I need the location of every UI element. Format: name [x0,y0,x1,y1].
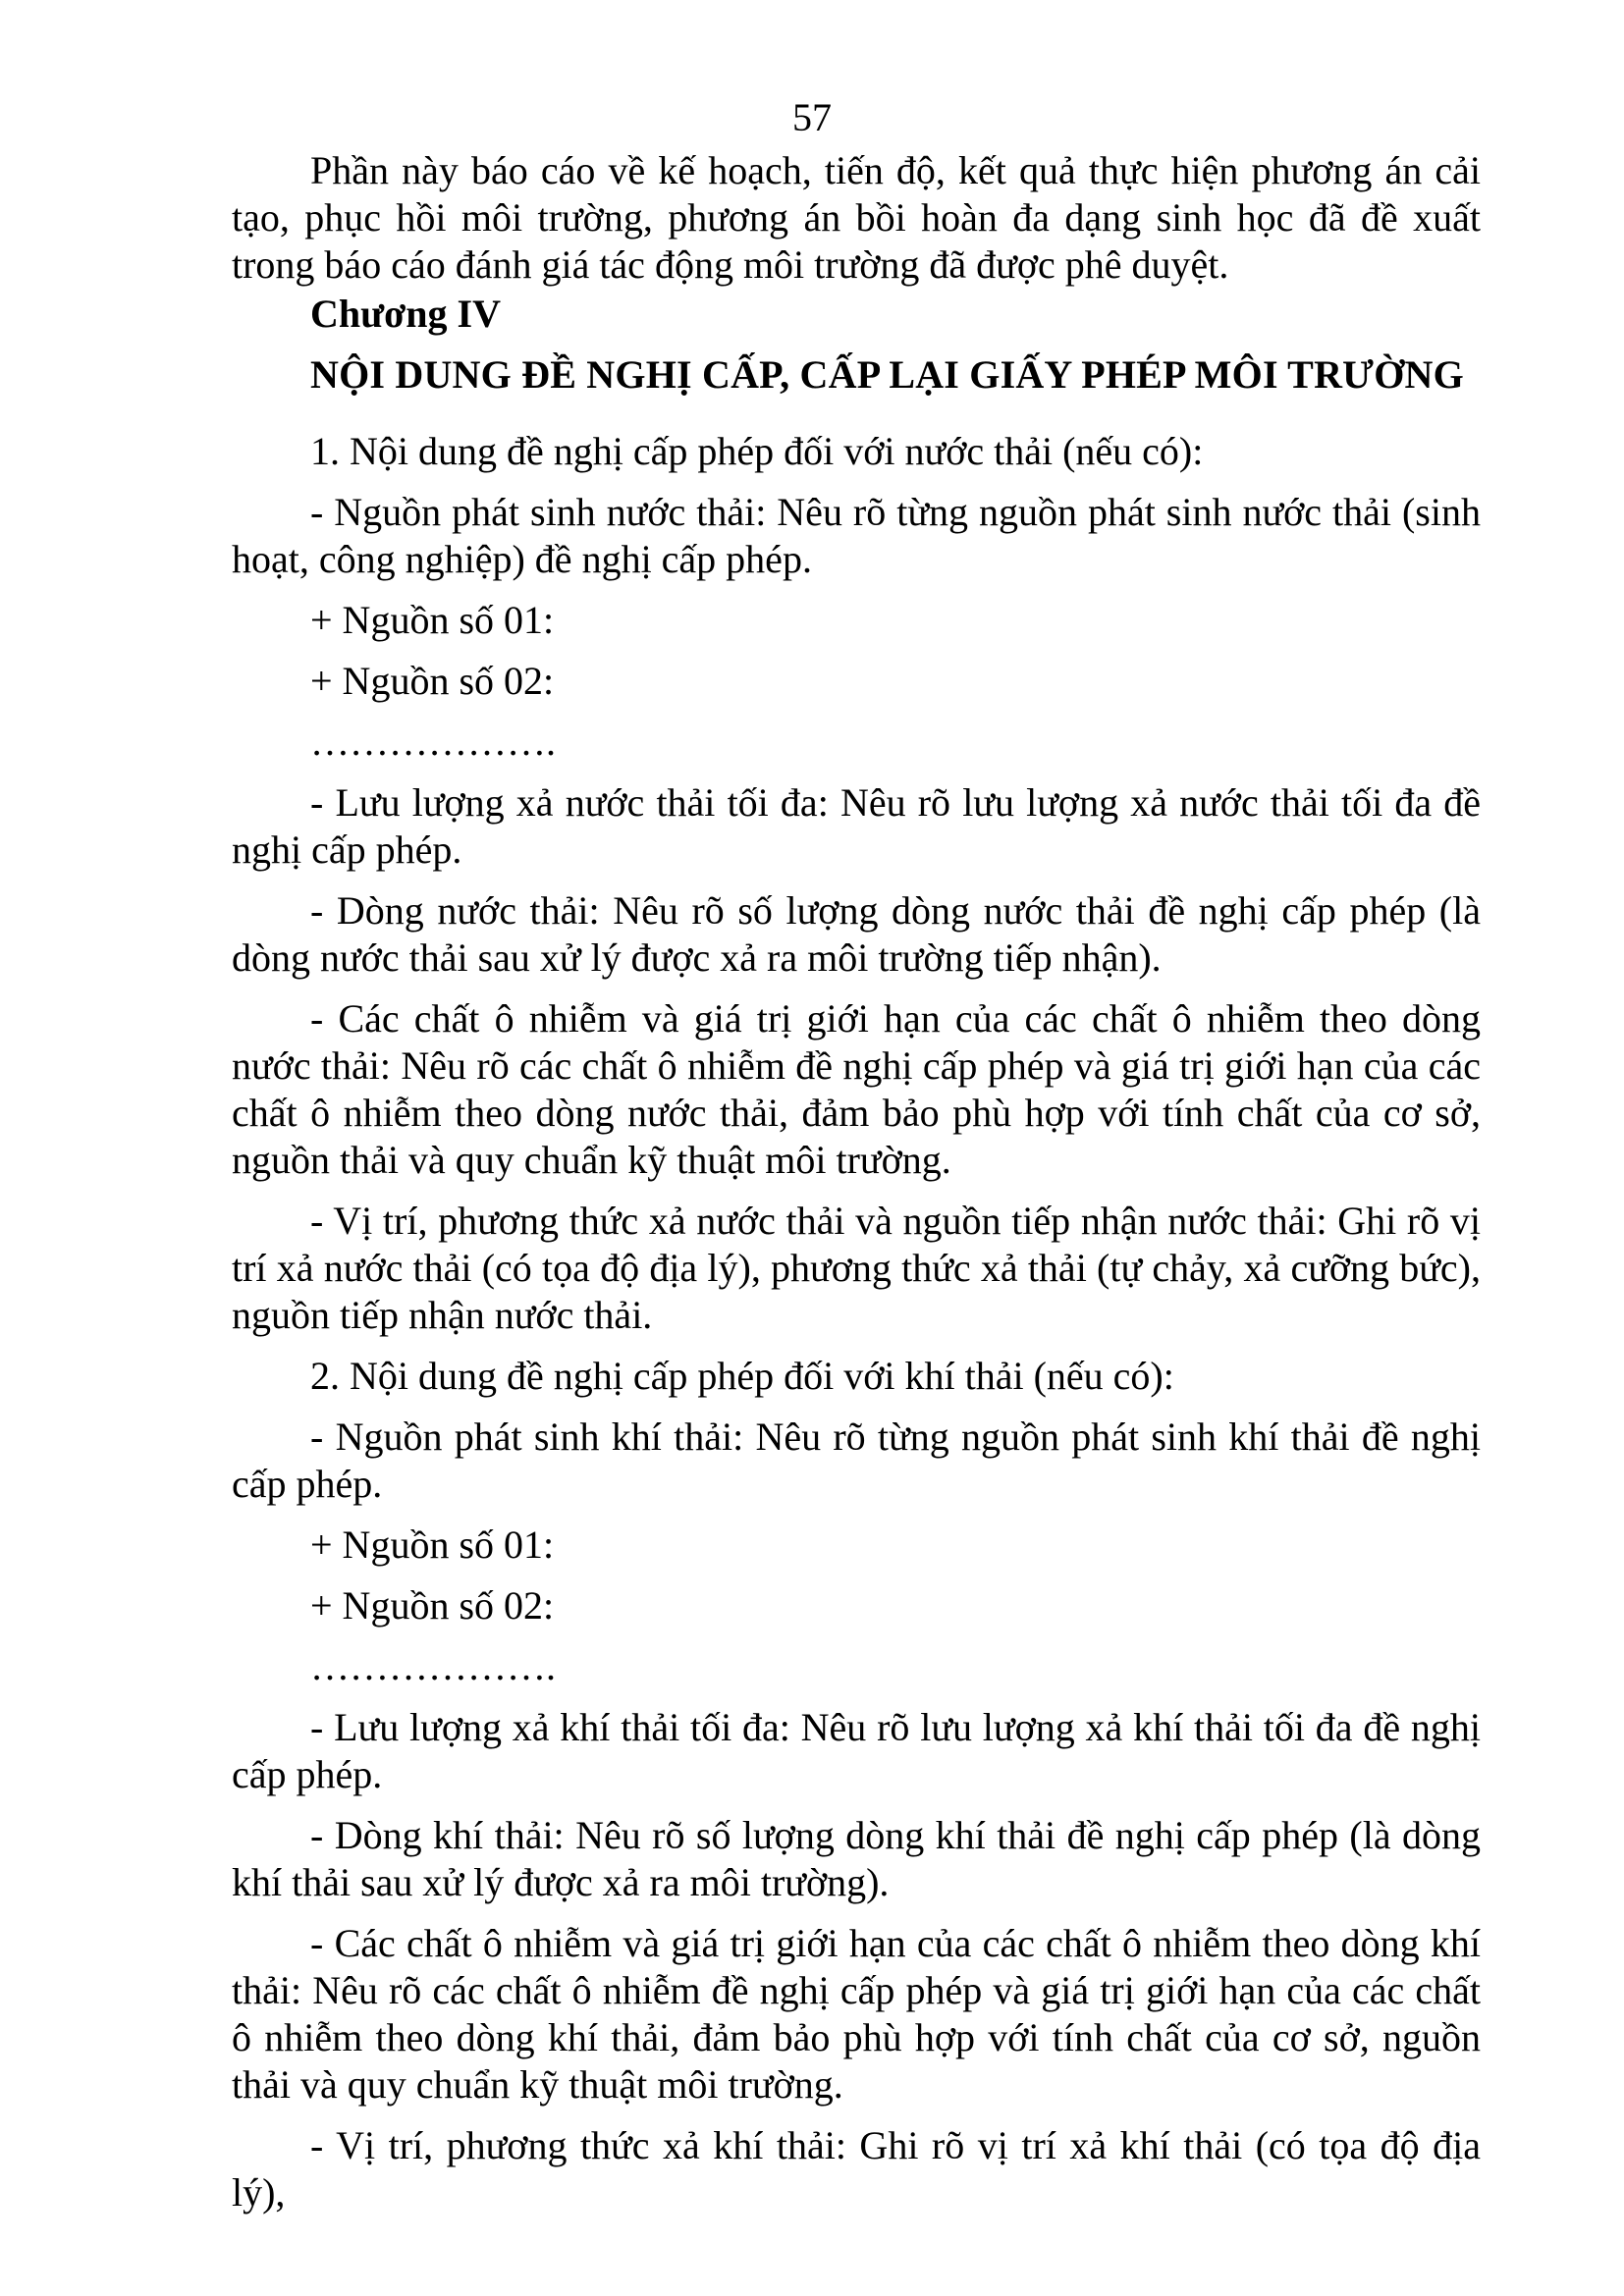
paragraph-air-source: - Nguồn phát sinh khí thải: Nêu rõ từng nguồn phát sinh khí thải đề nghị cấp phép. [232,1415,1481,1506]
list-item: + Nguồn số 01: [310,598,555,642]
list-item: + Nguồn số 02: [310,659,555,703]
paragraph-water-pollutants: - Các chất ô nhiễm và giá trị giới hạn của các chất ô nhiễm theo dòng nước thải: Nêu rõ các chất ô nhiễm đề nghị cấp phép và giá trị giới hạn của các chất ô nhiễm theo dòng nước thải, đảm bảo phù hợp với tính chất của cơ sở, nguồn thải và quy chuẩn kỹ thuật môi trường. [232,996,1481,1182]
intro-paragraph: Phần này báo cáo về kế hoạch, tiến độ, kết quả thực hiện phương án cải tạo, phục hồi môi trường, phương án bồi hoàn đa dạng sinh học đã đề xuất trong báo cáo đánh giá tác động môi trường đã được phê duyệt. [232,148,1481,287]
paragraph-water-discharge: - Vị trí, phương thức xả nước thải và nguồn tiếp nhận nước thải: Ghi rõ vị trí xả nước thải (có tọa độ địa lý), phương thức xả thải (tự chảy, xả cưỡng bức), nguồn tiếp nhận nước thải. [232,1199,1481,1337]
chapter-title: NỘI DUNG ĐỀ NGHỊ CẤP, CẤP LẠI GIẤY PHÉP MÔI TRƯỜNG [310,352,1464,397]
paragraph-air-flow: - Lưu lượng xả khí thải tối đa: Nêu rõ lưu lượng xả khí thải tối đa đề nghị cấp phép. [232,1705,1481,1796]
list-item: + Nguồn số 01: [310,1522,555,1567]
list-item: + Nguồn số 02: [310,1583,555,1628]
document-body [232,147,1481,2230]
paragraph-air-pollutants: - Các chất ô nhiễm và giá trị giới hạn của các chất ô nhiễm theo dòng khí thải: Nêu rõ các chất ô nhiễm đề nghị cấp phép và giá trị giới hạn của các chất ô nhiễm theo dòng khí thải, đảm bảo phù hợp với tính chất của cơ sở, nguồn thải và quy chuẩn kỹ thuật môi trường. [232,1921,1481,2107]
section-1-heading: 1. Nội dung đề nghị cấp phép đối với nước thải (nếu có): [310,429,1204,473]
chapter-label: Chương IV [310,292,501,336]
paragraph-air-discharge: - Vị trí, phương thức xả khí thải: Ghi rõ vị trí xả khí thải (có tọa độ địa lý), [232,2123,1481,2215]
paragraph-air-stream: - Dòng khí thải: Nêu rõ số lượng dòng khí thải đề nghị cấp phép (là dòng khí thải sau xử lý được xả ra môi trường). [232,1813,1481,1904]
paragraph-water-flow: - Lưu lượng xả nước thải tối đa: Nêu rõ lưu lượng xả nước thải tối đa đề nghị cấp phép. [232,780,1481,872]
page-number: 57 [792,95,832,139]
paragraph-water-stream: - Dòng nước thải: Nêu rõ số lượng dòng nước thải đề nghị cấp phép (là dòng nước thải sau xử lý được xả ra môi trường tiếp nhận). [232,888,1481,980]
section-2-heading: 2. Nội dung đề nghị cấp phép đối với khí thải (nếu có): [310,1354,1174,1398]
paragraph-water-source: - Nguồn phát sinh nước thải: Nêu rõ từng nguồn phát sinh nước thải (sinh hoạt, công nghiệp) đề nghị cấp phép. [232,490,1481,581]
ellipsis-line: ………………. [310,720,556,764]
ellipsis-line: ………………. [310,1644,556,1688]
